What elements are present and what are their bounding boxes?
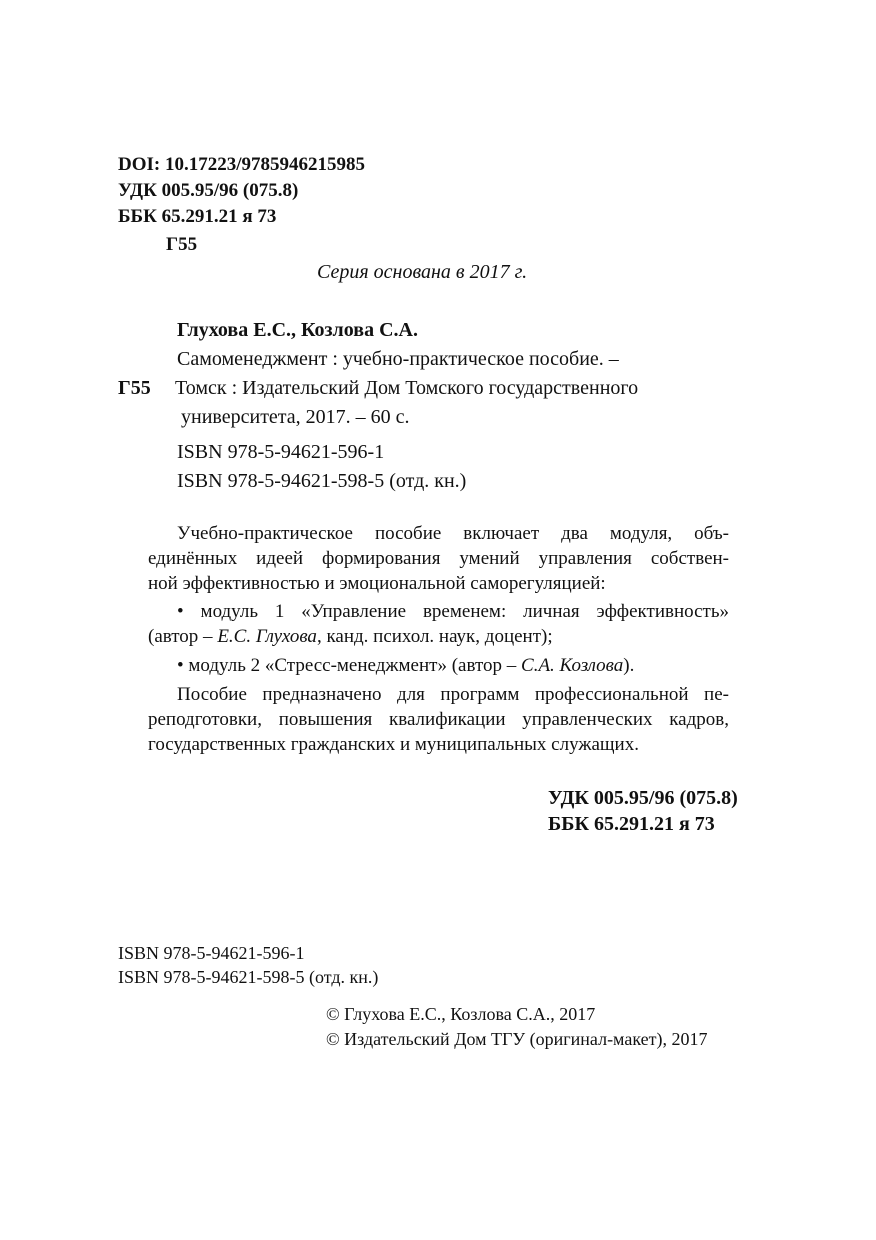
abstract-p2-line2: реподготовки, повышения квалификации управленческих кадров, [148,709,729,730]
module-1-line2 [148,627,553,646]
copyright-publisher: © Издательский Дом ТГУ (оригинал-макет), 2017 [326,1029,708,1049]
udk-code: УДК 005.95/96 (075.8) [118,180,299,201]
module-2-line [177,656,634,675]
series-note: Серия основана в 2017 г. [317,261,528,283]
abstract-p1-line1: Учебно-практическое пособие включает два модуля, объ- [177,523,729,544]
copyright-authors: © Глухова Е.С., Козлова С.А., 2017 [326,1004,596,1024]
abstract-p2-line1: Пособие предназначено для программ профессиональной пе- [177,684,729,705]
record-authors: Глухова Е.С., Козлова С.А. [177,319,418,341]
module-2-author: С.А. Козлова [521,655,624,676]
module-2-suffix: ). [623,655,635,676]
module-1-author: Е.С. Глухова [217,626,317,647]
footer-bbk-code: ББК 65.291.21 я 73 [548,813,715,835]
record-title-line3: университета, 2017. – 60 с. [181,406,410,428]
footer-udk-code: УДК 005.95/96 (075.8) [548,787,738,809]
module-1-author-prefix: (автор – [148,626,218,647]
module-2-prefix: • модуль 2 «Стресс-менеджмент» (автор – [177,655,522,676]
abstract-p1-line3: ной эффективностью и эмоциональной саморегуляцией: [148,573,606,594]
bbk-code: ББК 65.291.21 я 73 [118,206,277,227]
record-title-line1: Самоменеджмент : учебно-практическое пособие. – [177,348,619,370]
module-1-author-suffix: , канд. психол. наук, доцент); [316,626,553,647]
abstract-p1-line2: единённых идеей формирования умений управления собствен- [148,548,729,569]
doi: DOI: 10.17223/9785946215985 [118,154,365,175]
bottom-isbn-2: ISBN 978-5-94621-598-5 (отд. кн.) [118,967,379,987]
abstract-p2-line3: государственных гражданских и муниципальных служащих. [148,734,639,755]
record-isbn-1: ISBN 978-5-94621-596-1 [177,441,385,463]
record-author-mark: Г55 [118,377,151,399]
module-1-line1: • модуль 1 «Управление временем: личная эффективность» [177,601,729,622]
record-isbn-2: ISBN 978-5-94621-598-5 (отд. кн.) [177,470,467,492]
bottom-isbn-1: ISBN 978-5-94621-596-1 [118,943,305,963]
record-title-line2: Томск : Издательский Дом Томского государственного [175,377,639,399]
author-mark: Г55 [166,234,198,255]
